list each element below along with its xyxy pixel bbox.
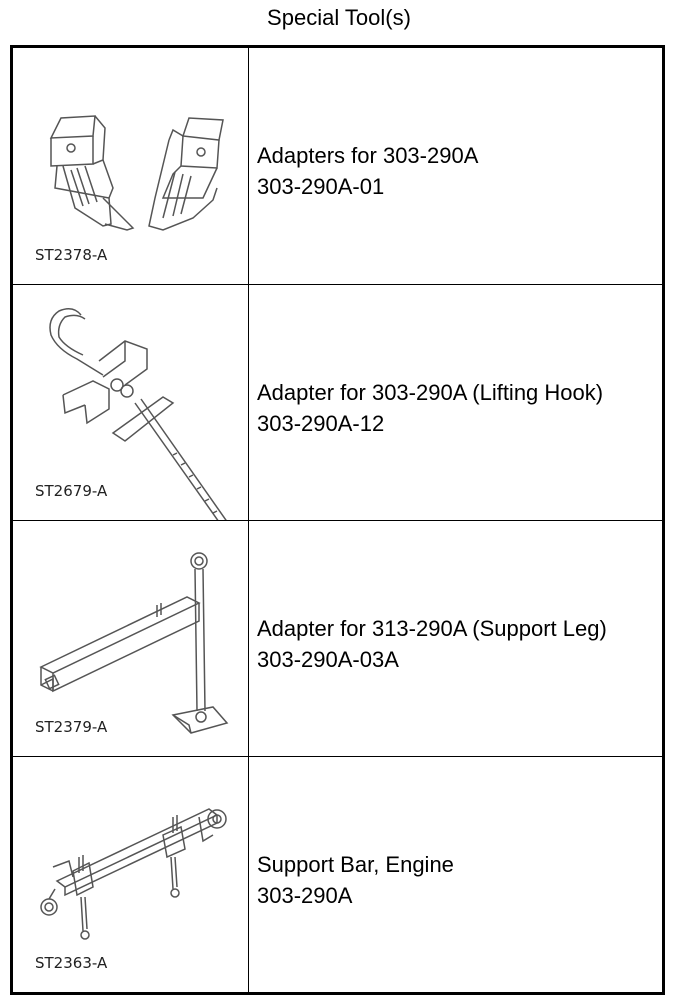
figure-code: ST2363-A [35, 954, 108, 972]
tool-description-cell [249, 285, 662, 520]
tool-name: Adapter for 313-290A (Support Leg) [257, 616, 607, 641]
tool-name: Adapter for 303-290A (Lifting Hook) [257, 380, 604, 405]
tool-row [13, 284, 662, 520]
figure-code: ST2379-A [35, 718, 108, 736]
tool-image-cell [13, 48, 249, 284]
tool-number: 303-290A-12 [257, 411, 385, 436]
tool-name: Adapters for 303-290A [257, 143, 479, 168]
tool-description-cell [249, 48, 662, 284]
special-tools-table [10, 45, 665, 995]
tool-description-cell [249, 521, 662, 756]
tool-row [13, 48, 662, 284]
tool-image-cell [13, 757, 249, 992]
tool-number: 303-290A-01 [257, 174, 385, 199]
figure-code: ST2679-A [35, 482, 108, 500]
tool-row [13, 520, 662, 756]
tool-number: 303-290A-03A [257, 647, 399, 672]
figure-code: ST2378-A [35, 246, 108, 264]
tool-name: Support Bar, Engine [257, 852, 454, 877]
tool-image-cell [13, 521, 249, 756]
page-title: Special Tool(s) [267, 5, 411, 30]
tool-image-cell [13, 285, 249, 520]
tool-number: 303-290A [257, 883, 353, 908]
tool-row [13, 756, 662, 992]
tool-description-cell [249, 757, 662, 992]
